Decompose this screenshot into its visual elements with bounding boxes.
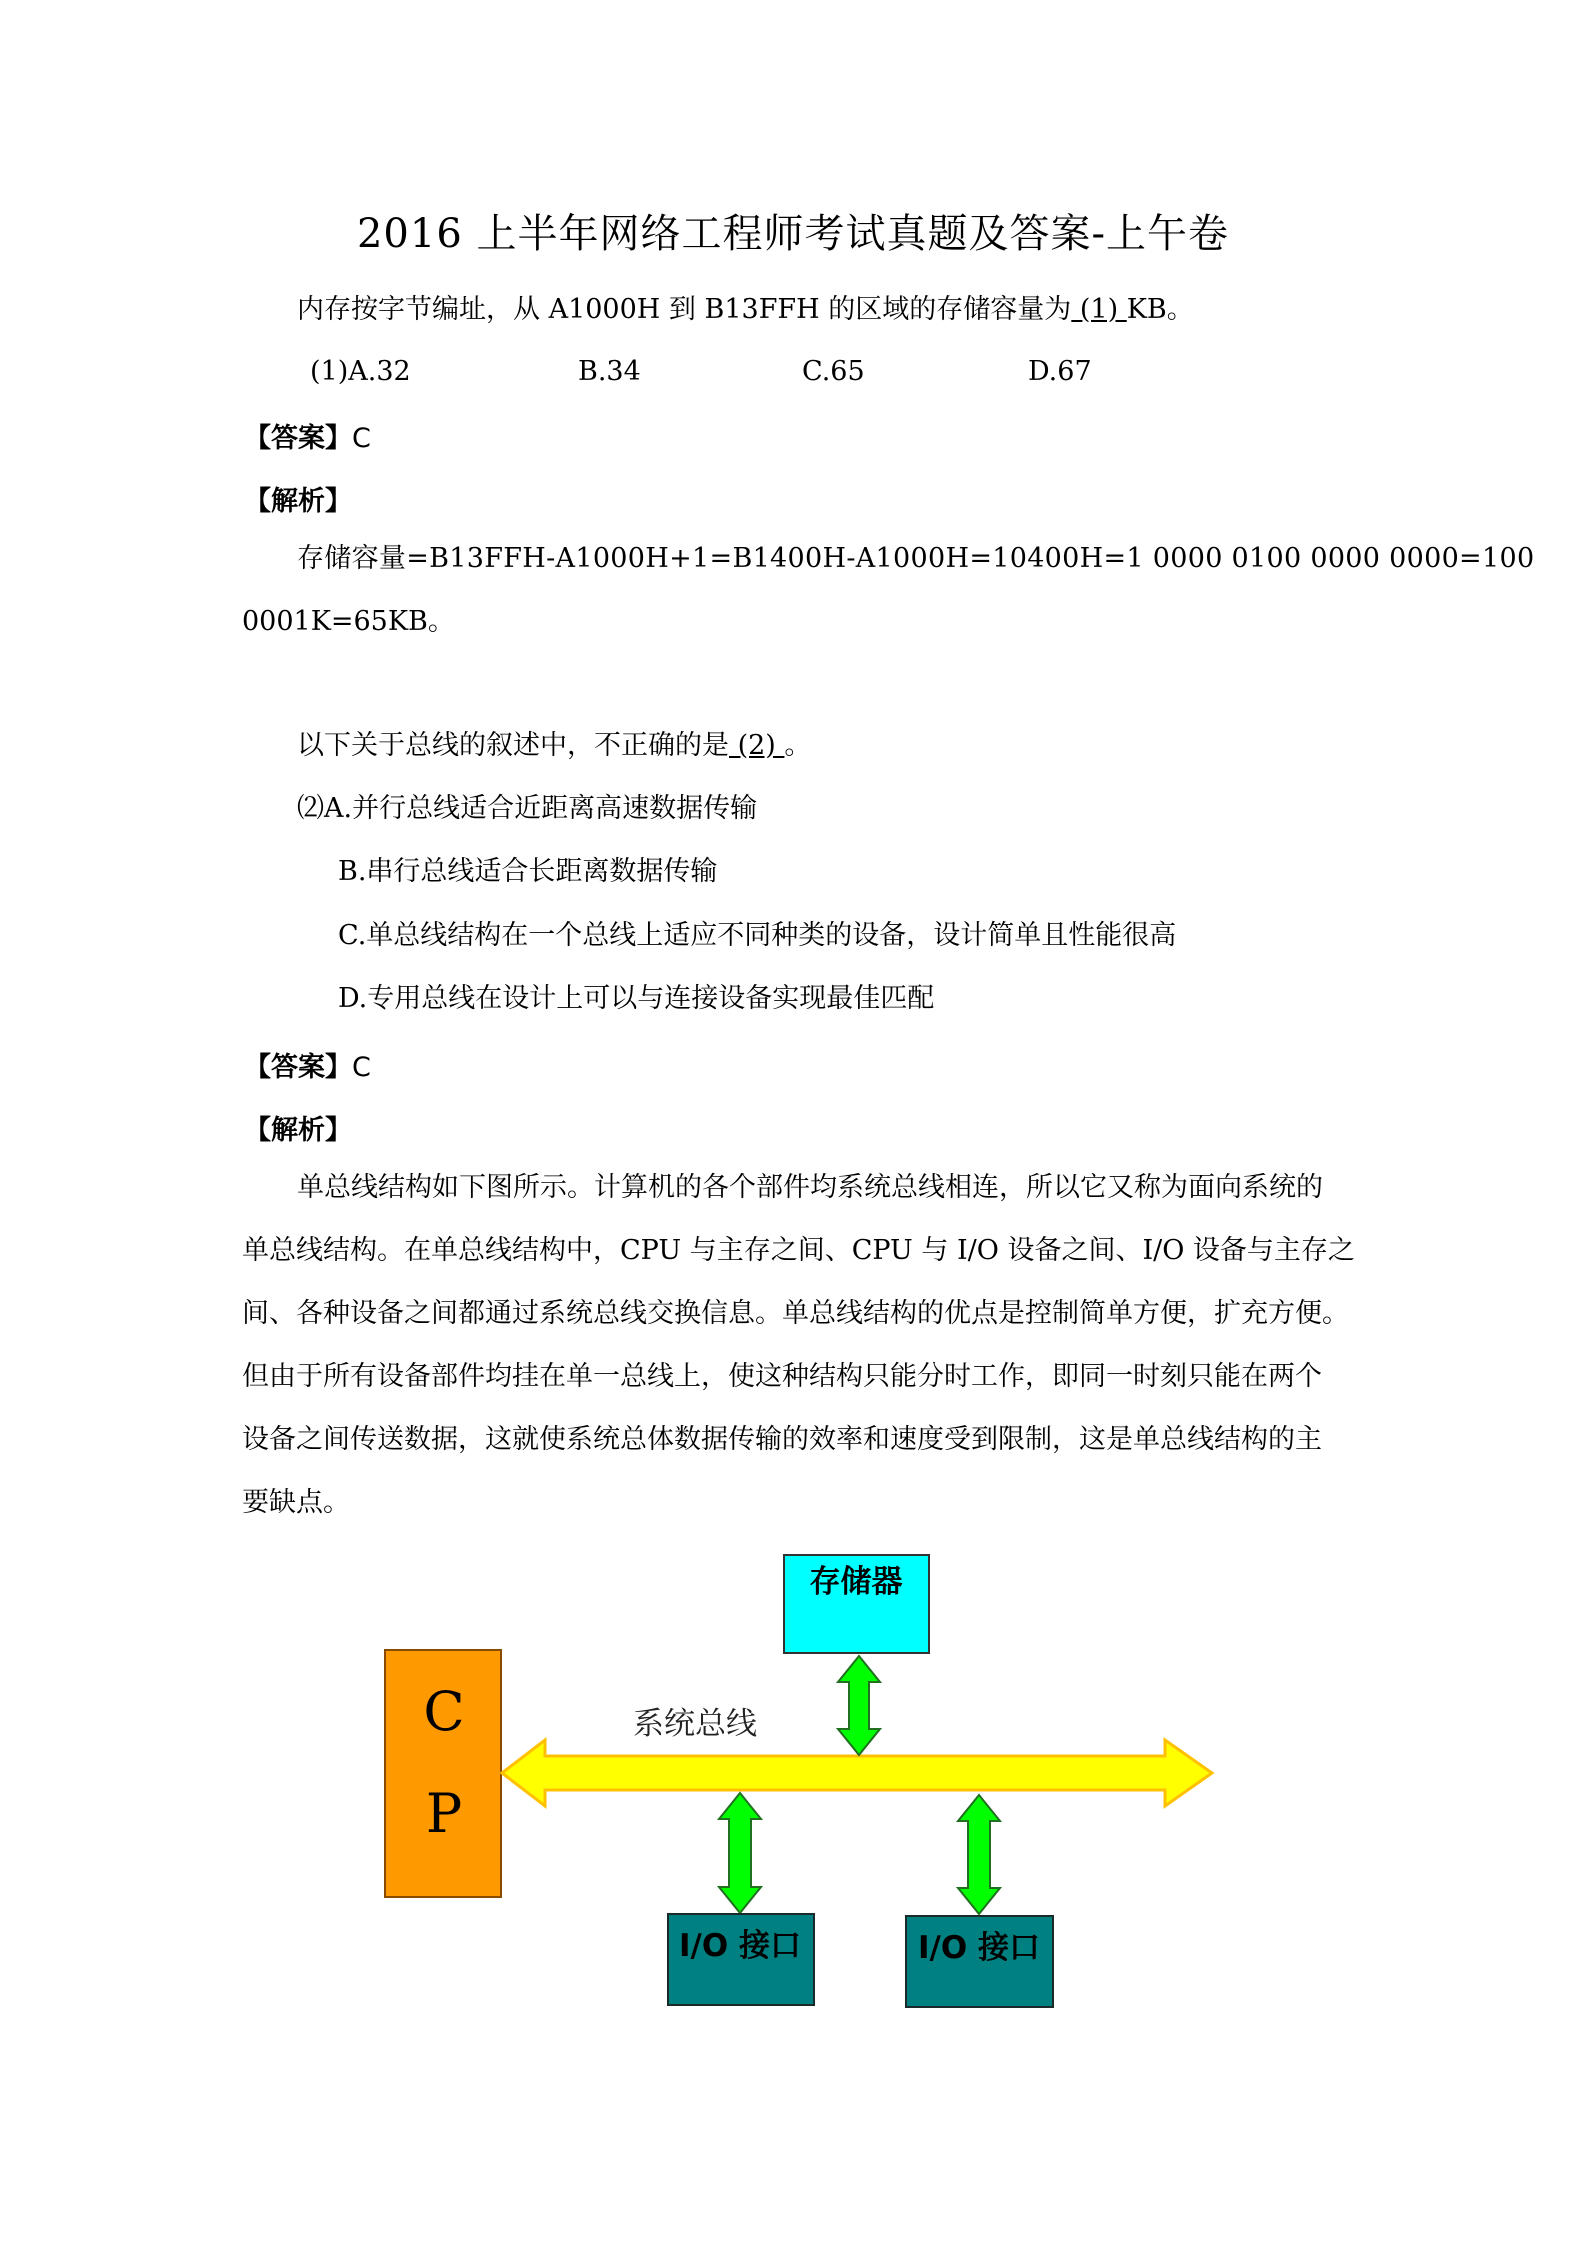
question-2-stem-suffix: 。 bbox=[784, 730, 812, 761]
page-title: 2016 上半年网络工程师考试真题及答案-上午卷 bbox=[356, 211, 1230, 257]
io1-bus-arrow bbox=[719, 1793, 761, 1913]
question-2-blank: (2) bbox=[729, 730, 785, 761]
question-1-option-b: B.34 bbox=[578, 356, 641, 387]
question-1-analysis-label: 【解析】 bbox=[244, 486, 352, 517]
question-2-option-d: D.专用总线在设计上可以与连接设备实现最佳匹配 bbox=[338, 983, 935, 1014]
question-1-option-c: C.65 bbox=[802, 356, 865, 387]
question-1-analysis-line-2: 0001K=65KB。 bbox=[242, 606, 455, 637]
question-1-option-a: (1)A.32 bbox=[310, 356, 411, 387]
io-interface-label-2: I/O 接口 bbox=[917, 1930, 1041, 1966]
question-2-option-b: B.串行总线适合长距离数据传输 bbox=[338, 856, 718, 887]
question-1-option-d: D.67 bbox=[1028, 356, 1092, 387]
memory-bus-arrow bbox=[838, 1656, 880, 1755]
memory-label: 存储器 bbox=[809, 1564, 903, 1600]
question-2-option-c: C.单总线结构在一个总线上适应不同种类的设备，设计简单且性能很高 bbox=[338, 920, 1177, 951]
io-interface-label-1: I/O 接口 bbox=[678, 1928, 802, 1964]
question-2-analysis-label: 【解析】 bbox=[244, 1115, 352, 1146]
answer-value: C bbox=[352, 1052, 371, 1083]
system-bus-label: 系统总线 bbox=[633, 1706, 757, 1742]
cpu-letter-p: P bbox=[425, 1782, 463, 1845]
question-1-blank: (1) bbox=[1071, 294, 1127, 325]
question-1-stem-suffix: KB。 bbox=[1126, 294, 1194, 325]
question-2-analysis-line-4: 但由于所有设备部件均挂在单一总线上，使这种结构只能分时工作，即同一时刻只能在两个 bbox=[242, 1361, 1322, 1392]
io2-bus-arrow bbox=[958, 1795, 1000, 1914]
cpu-letter-c: C bbox=[423, 1680, 465, 1743]
answer-value: C bbox=[352, 423, 371, 454]
question-2-analysis-line-6: 要缺点。 bbox=[242, 1487, 350, 1518]
question-2-analysis-line-3: 间、各种设备之间都通过系统总线交换信息。单总线结构的优点是控制简单方便，扩充方便。 bbox=[242, 1298, 1349, 1329]
answer-label: 【答案】 bbox=[244, 1052, 352, 1083]
question-2-option-a: ⑵A.并行总线适合近距离高速数据传输 bbox=[297, 793, 758, 824]
question-2-analysis-line-5: 设备之间传送数据，这就使系统总体数据传输的效率和速度受到限制，这是单总线结构的主 bbox=[242, 1424, 1322, 1455]
question-2-analysis-line-1: 单总线结构如下图所示。计算机的各个部件均系统总线相连，所以它又称为面向系统的 bbox=[297, 1172, 1323, 1203]
question-2-stem-text: 以下关于总线的叙述中，不正确的是 bbox=[297, 730, 729, 761]
answer-label: 【答案】 bbox=[244, 423, 352, 454]
question-1-analysis-line-1: 存储容量=B13FFH-A1000H+1=B1400H-A1000H=10400H=1 0000 0100 0000 0000=100 bbox=[297, 543, 1535, 574]
question-1-stem-text: 内存按字节编址，从 A1000H 到 B13FFH 的区域的存储容量为 bbox=[297, 294, 1072, 325]
question-2-analysis-line-2: 单总线结构。在单总线结构中，CPU 与主存之间、CPU 与 I/O 设备之间、I/O 设备与主存之 bbox=[242, 1235, 1355, 1266]
